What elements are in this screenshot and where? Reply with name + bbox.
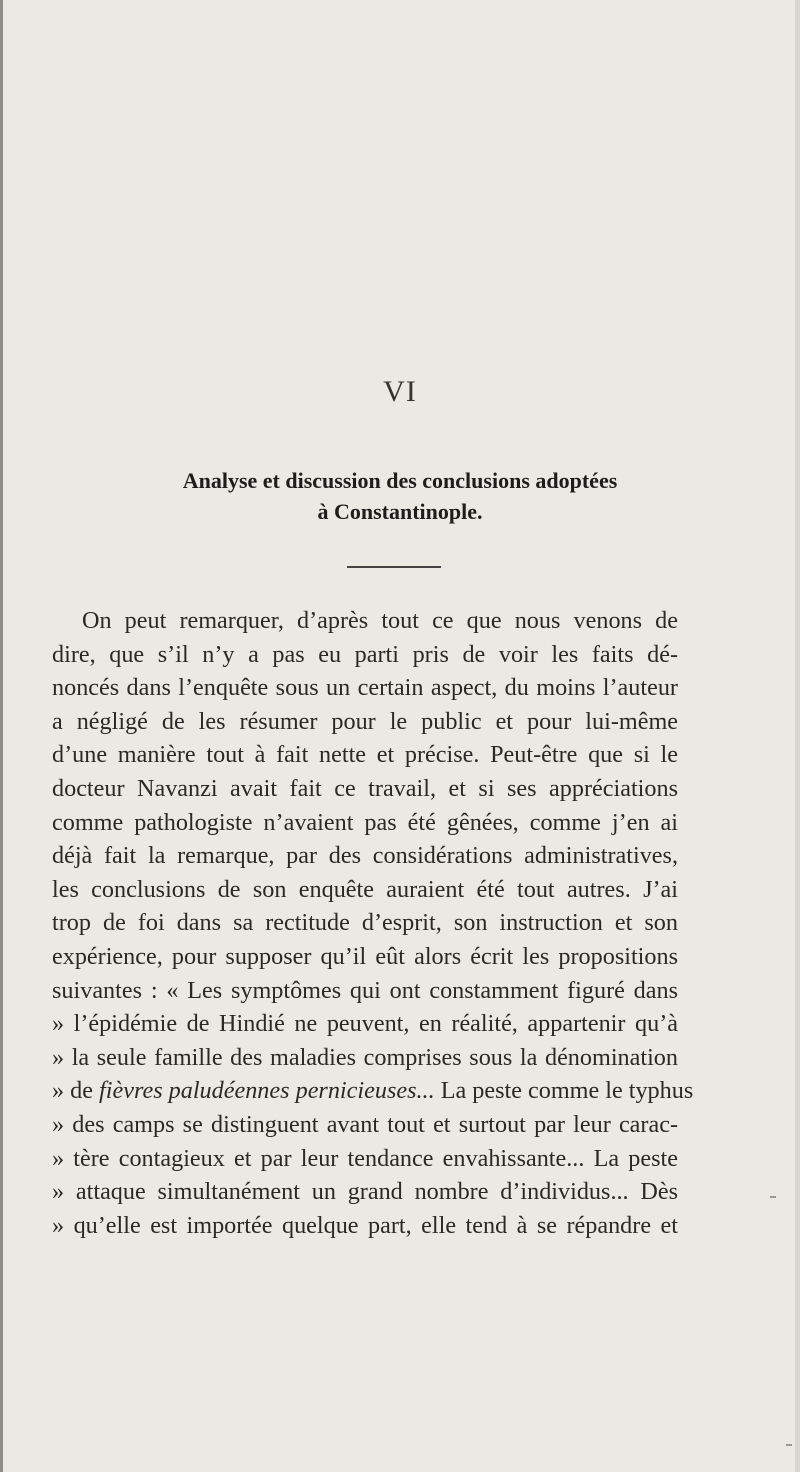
quoted-line: » attaque simultanément un grand nombre d’individus... Dès: [52, 1178, 678, 1206]
text-line: déjà fait la remarque, par des considérations administratives,: [52, 842, 678, 870]
text-line: suivantes : « Les symptômes qui ont constamment figuré dans: [52, 976, 678, 1004]
body-paragraph: [52, 604, 694, 1242]
text-line: les conclusions de son enquête auraient été tout autres. J’ai: [52, 875, 678, 903]
quote-rest: La peste comme le typhus: [434, 1077, 694, 1105]
chapter-number: VI: [383, 375, 417, 408]
text-line: dire, que s’il n’y a pas eu parti pris de voir les faits dé-: [52, 640, 678, 668]
quote-prefix: » de: [52, 1077, 100, 1105]
chapter-heading: [0, 465, 800, 527]
text-line: trop de foi dans sa rectitude d’esprit, son instruction et son: [52, 909, 678, 937]
chapter-heading-line-1: Analyse et discussion des conclusions adoptées: [182, 468, 618, 493]
page-left-edge: [0, 0, 3, 1472]
text-line: a négligé de les résumer pour le public et pour lui-même: [52, 707, 678, 735]
quoted-line: » tère contagieux et par leur tendance envahissante... La peste: [52, 1144, 678, 1172]
heading-divider: [347, 566, 441, 568]
italic-phrase: fièvres paludéennes pernicieuses...: [99, 1077, 435, 1105]
text-line: On peut remarquer, d’après tout ce que nous venons de: [82, 607, 678, 634]
text-line: d’une manière tout à fait nette et précise. Peut-être que si le: [52, 741, 678, 769]
text-line: noncés dans l’enquête sous un certain aspect, du moins l’auteur: [52, 674, 678, 702]
text-line: expérience, pour supposer qu’il eût alors écrit les propositions: [52, 942, 678, 970]
text-line: docteur Navanzi avait fait ce travail, et si ses appréciations: [52, 774, 678, 802]
text-line: comme pathologiste n’avaient pas été gênées, comme j’en ai: [52, 808, 678, 836]
quoted-line-with-italic: [52, 1074, 694, 1108]
page-right-edge: [795, 0, 800, 1472]
quoted-line: » l’épidémie de Hindié ne peuvent, en réalité, appartenir qu’à: [52, 1010, 678, 1038]
quoted-line: » la seule famille des maladies comprises sous la dénomination: [52, 1043, 678, 1071]
quoted-line: » des camps se distinguent avant tout et surtout par leur carac-: [52, 1110, 678, 1138]
chapter-heading-line-2: à Constantinople.: [317, 499, 483, 524]
margin-mark: [770, 1196, 776, 1198]
quoted-line: » qu’elle est importée quelque part, elle tend à se répandre et: [52, 1211, 678, 1239]
margin-mark: [786, 1444, 792, 1446]
